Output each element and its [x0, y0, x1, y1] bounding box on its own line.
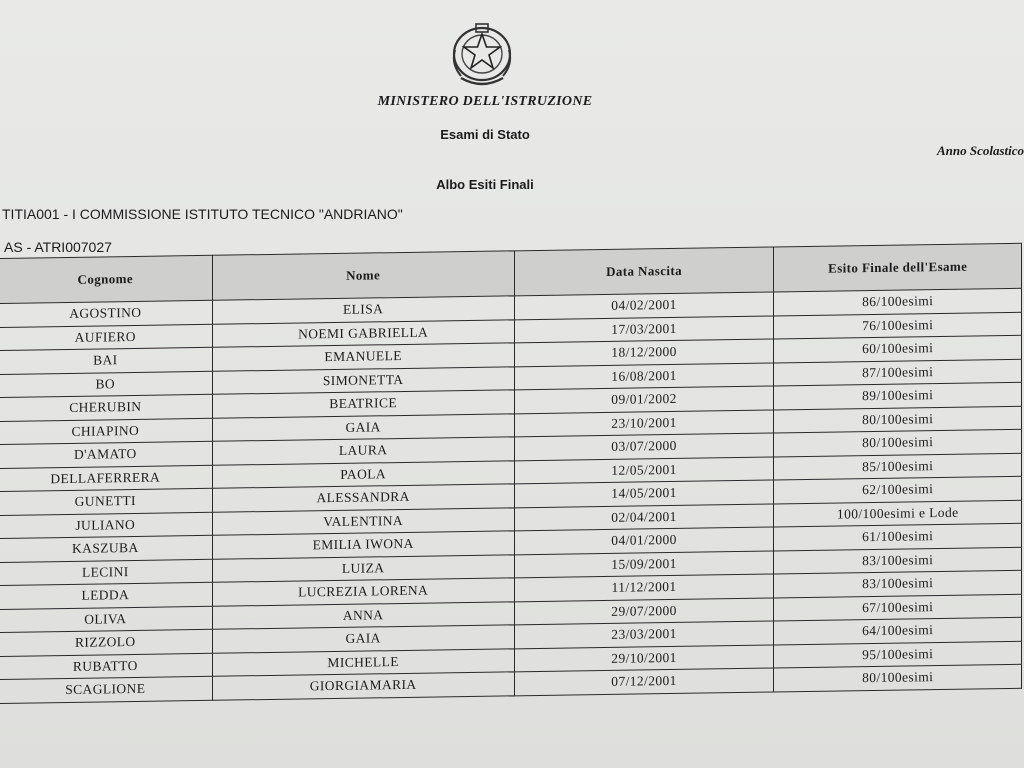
cell-final-result: 87/100esimi [774, 359, 1022, 386]
cell-surname: JULIANO [0, 512, 212, 539]
cell-first-name: GAIA [212, 413, 514, 441]
cell-first-name: SIMONETTA [212, 366, 514, 394]
cell-surname: KASZUBA [0, 535, 212, 562]
cell-first-name: ANNA [212, 601, 514, 629]
cell-final-result: 60/100esimi [774, 335, 1022, 362]
cell-surname: LECINI [0, 559, 212, 586]
cell-final-result: 86/100esimi [774, 288, 1022, 315]
cell-first-name: GAIA [212, 625, 514, 653]
cell-final-result: 64/100esimi [774, 617, 1022, 644]
cell-final-result: 80/100esimi [774, 429, 1022, 456]
cell-final-result: 85/100esimi [774, 453, 1022, 480]
cell-first-name: LUIZA [212, 554, 514, 582]
cell-final-result: 62/100esimi [774, 476, 1022, 503]
cell-surname: GUNETTI [0, 488, 212, 515]
cell-surname: BO [0, 371, 212, 398]
cell-first-name: PAOLA [212, 460, 514, 488]
cell-birth-date: 14/05/2001 [514, 480, 774, 507]
italian-republic-emblem-icon [449, 20, 515, 92]
cell-surname: DELLAFERRERA [0, 465, 212, 492]
cell-birth-date: 23/10/2001 [514, 409, 774, 436]
cell-final-result: 83/100esimi [774, 547, 1022, 574]
results-table [0, 243, 1022, 704]
cell-first-name: EMANUELE [212, 343, 514, 371]
cell-final-result: 76/100esimi [774, 312, 1022, 339]
header-first-name: Nome [212, 251, 514, 300]
cell-final-result: 67/100esimi [774, 594, 1022, 621]
cell-first-name: GIORGIAMARIA [212, 672, 514, 700]
cell-surname: CHIAPINO [0, 418, 212, 445]
cell-surname: BAI [0, 347, 212, 374]
class-code: AS - ATRI007027 [4, 239, 112, 255]
document-title: Albo Esiti Finali [436, 177, 534, 192]
cell-birth-date: 02/04/2001 [514, 503, 774, 530]
cell-first-name: MICHELLE [212, 648, 514, 676]
cell-birth-date: 18/12/2000 [514, 339, 774, 366]
cell-surname: AGOSTINO [0, 300, 212, 327]
header-birth-date: Data Nascita [514, 247, 774, 296]
cell-final-result: 89/100esimi [774, 382, 1022, 409]
cell-final-result: 100/100esimi e Lode [774, 500, 1022, 527]
school-year-label: Anno Scolastico [936, 143, 1024, 158]
header-final-result: Esito Finale dell'Esame [774, 243, 1022, 292]
cell-birth-date: 07/12/2001 [514, 668, 774, 695]
cell-surname: RIZZOLO [0, 629, 212, 656]
cell-surname: LEDDA [0, 582, 212, 609]
cell-first-name: ALESSANDRA [212, 484, 514, 512]
commission-line: TITIA001 - I COMMISSIONE ISTITUTO TECNICO "ANDRIANO" [2, 206, 403, 222]
cell-final-result: 80/100esimi [774, 406, 1022, 433]
header-surname: Cognome [0, 255, 212, 303]
cell-birth-date: 04/01/2000 [514, 527, 774, 554]
cell-first-name: ELISA [212, 296, 514, 324]
cell-first-name: NOEMI GABRIELLA [212, 319, 514, 347]
cell-surname: RUBATTO [0, 653, 212, 680]
cell-birth-date: 04/02/2001 [514, 292, 774, 319]
cell-surname: SCAGLIONE [0, 676, 212, 703]
cell-birth-date: 09/01/2002 [514, 386, 774, 413]
cell-surname: CHERUBIN [0, 394, 212, 421]
cell-first-name: LUCREZIA LORENA [212, 578, 514, 606]
cell-surname: AUFIERO [0, 324, 212, 351]
cell-final-result: 83/100esimi [774, 570, 1022, 597]
cell-birth-date: 17/03/2001 [514, 315, 774, 342]
cell-first-name: BEATRICE [212, 390, 514, 418]
cell-birth-date: 03/07/2000 [514, 433, 774, 460]
ministry-name: MINISTERO DELL'ISTRUZIONE [377, 94, 593, 109]
cell-final-result: 95/100esimi [774, 641, 1022, 668]
cell-birth-date: 29/07/2000 [514, 597, 774, 624]
cell-surname: D'AMATO [0, 441, 212, 468]
cell-birth-date: 29/10/2001 [514, 644, 774, 671]
cell-birth-date: 15/09/2001 [514, 550, 774, 577]
cell-birth-date: 23/03/2001 [514, 621, 774, 648]
cell-first-name: LAURA [212, 437, 514, 465]
cell-final-result: 61/100esimi [774, 523, 1022, 550]
cell-birth-date: 12/05/2001 [514, 456, 774, 483]
cell-first-name: EMILIA IWONA [212, 531, 514, 559]
cell-surname: OLIVA [0, 606, 212, 633]
cell-final-result: 80/100esimi [774, 664, 1022, 691]
exam-type: Esami di Stato [440, 127, 530, 142]
cell-birth-date: 11/12/2001 [514, 574, 774, 601]
cell-birth-date: 16/08/2001 [514, 362, 774, 389]
cell-first-name: VALENTINA [212, 507, 514, 535]
